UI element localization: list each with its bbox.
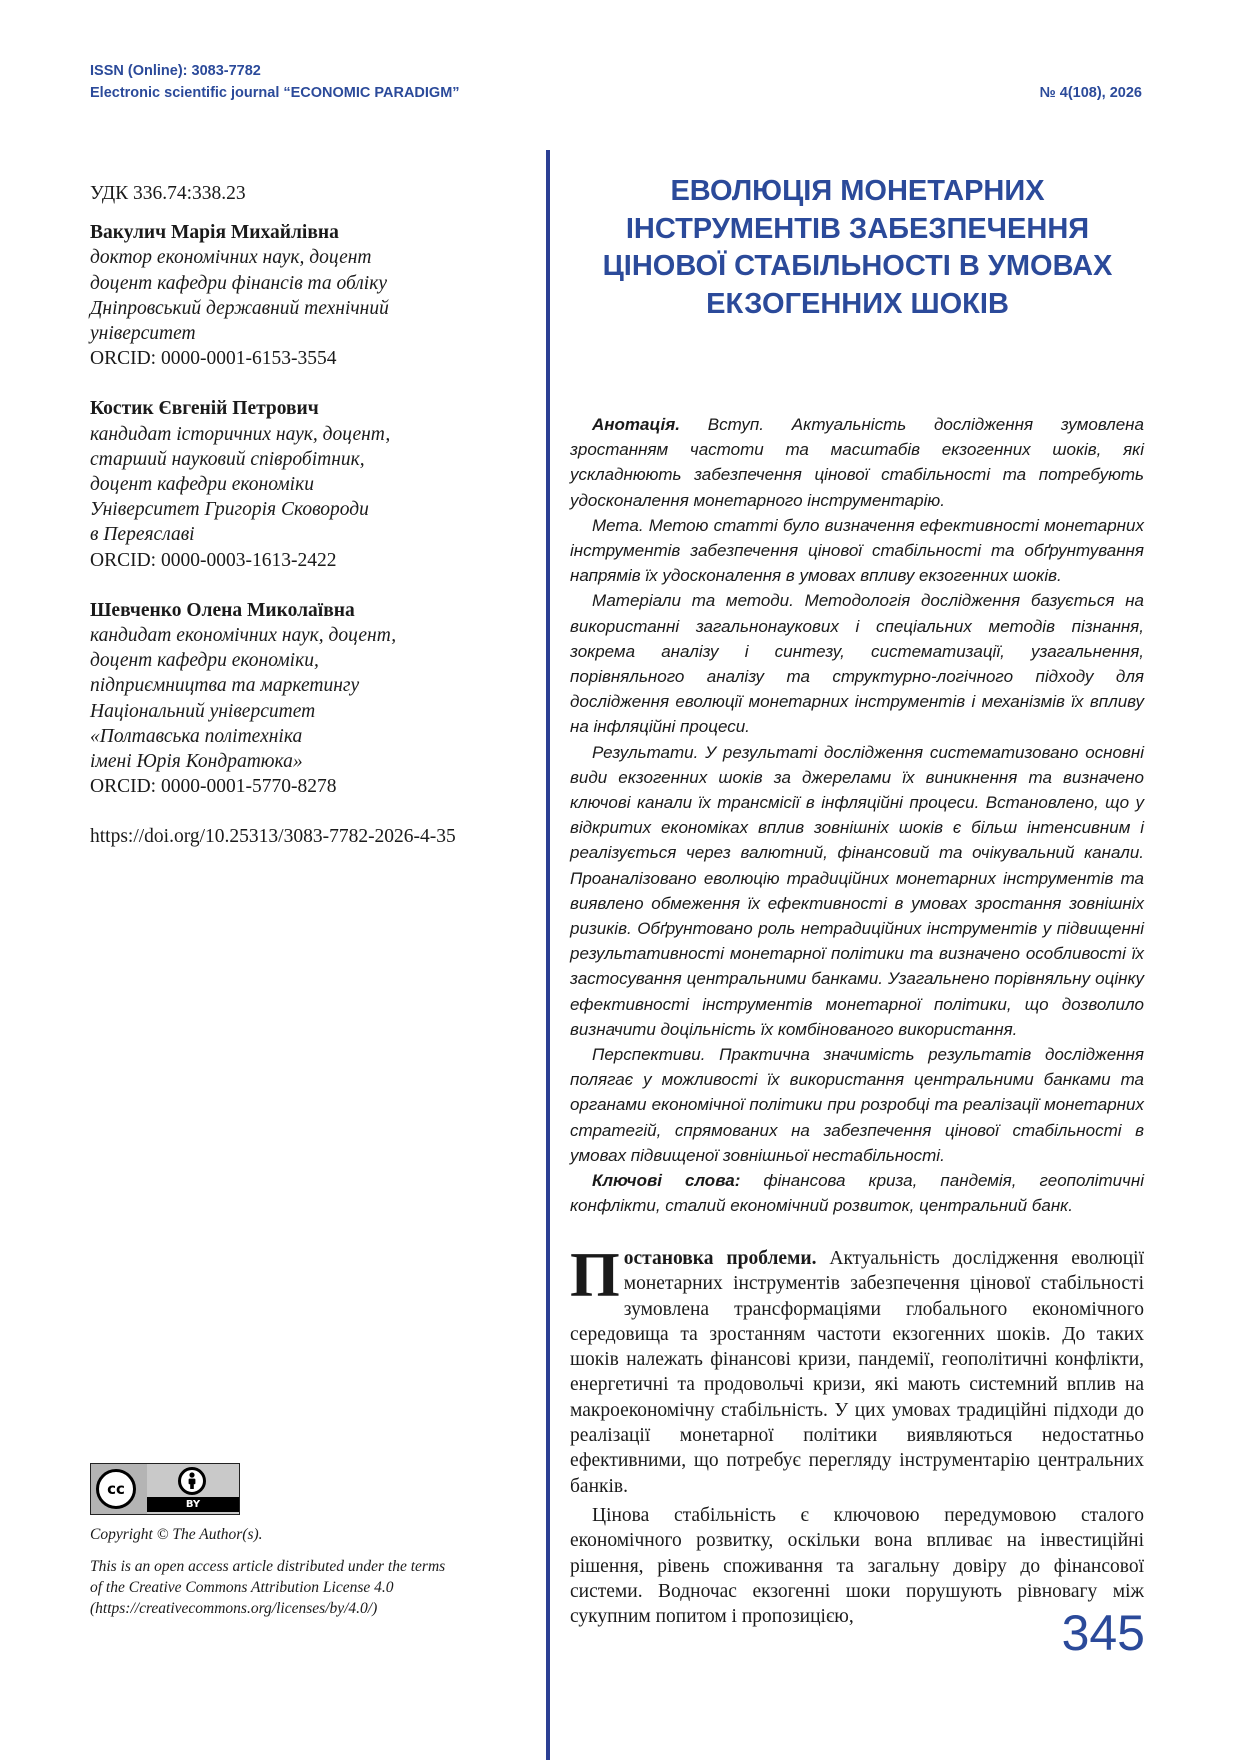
author-name: Вакулич Марія Михайлівна — [90, 222, 339, 244]
author-orcid[interactable]: ORCID: 0000-0001-6153-3554 — [90, 348, 337, 370]
abstract-prospects: Перспективи. Практична значимість результатів дослідження полягає у можливості їх використання центральними банками та органами економічної політики при розробці та реалізації монетарних стратегій, спрямованих на забезпечення цінової стабільності в умовах підвищеної зовнішньої нестабільності. — [570, 1045, 1144, 1165]
cc-icon: cc — [96, 1469, 136, 1509]
abstract-methods: Матеріали та методи. Методологія дослідження базується на використанні загальнонаукових і спеціальних методів пізнання, зокрема аналізу і синтезу, систематизації, узагальнення, порівняльного аналізу та структурно-логічного підходу для дослідження еволюції монетарних інструментів і механізмів їх впливу на інфляційні процеси. — [570, 591, 1144, 737]
page-number: 345 — [1061, 1605, 1145, 1661]
keywords-label: Ключові слова: — [592, 1171, 741, 1191]
article-body — [570, 1239, 1144, 1633]
author-affiliation: кандидат економічних наук, доцент, доцент кафедри економіки, підприємництва та маркетингу Національний університет «Полтавська політехніка імені Юрія Кондратюка» — [90, 625, 397, 773]
author-column — [90, 181, 535, 850]
udk-code: УДК 336.74:338.23 — [90, 183, 246, 204]
abstract-intro: Анотація. Вступ. Актуальність дослідження зумовлена зростанням частоти та масштабів екзогенних шоків, які ускладнюють забезпечення цінової стабільності та потребують удосконалення монетарного інструментарію. — [570, 415, 1144, 510]
license-text: This is an open access article distributed under the terms of the Creative Commons Attribution License 4.0 (https://creativecommons.org/licenses/by/4.0/) — [90, 1558, 446, 1617]
author-block — [90, 220, 535, 371]
by-label: BY — [147, 1497, 239, 1512]
author-orcid[interactable]: ORCID: 0000-0001-5770-8278 — [90, 776, 337, 798]
article-title: ЕВОЛЮЦІЯ МОНЕТАРНИХ ІНСТРУМЕНТІВ ЗАБЕЗПЕЧЕННЯ ЦІНОВОЇ СТАБІЛЬНОСТІ В УМОВАХ ЕКЗОГЕННИХ ШОКІВ — [602, 175, 1113, 320]
abstract-results: Результати. У результаті дослідження систематизовано основні види екзогенних шоків за джерелами їх виникнення та визначено ключові канали їх трансмісії в інфляційні процеси. Встановлено, що у відкритих економіках вплив зовнішніх шоків є більш інтенсивним і реалізується через валютний, фінансовий та очікувальний канали. Проаналізовано еволюцію традиційних монетарних інструментів та виявлено обмеження їх ефективності в умовах зростання зовнішніх ризиків. Обґрунтовано роль нетрадиційних інструментів у підвищенні результативності монетарної політики та визначено особливості їх застосування центральними банками. Узагальнено порівняльну оцінку ефективності інструментів монетарної політики, що дозволило визначити доцільність їх комбінованого використання. — [570, 742, 1144, 1039]
author-orcid[interactable]: ORCID: 0000-0003-1613-2422 — [90, 549, 337, 571]
author-name: Костик Євгеній Петрович — [90, 398, 319, 420]
author-affiliation: доктор економічних наук, доцент доцент кафедри фінансів та обліку Дніпровський державний технічний університет — [90, 247, 389, 345]
drop-cap: П — [570, 1239, 620, 1310]
person-icon — [178, 1467, 206, 1495]
cc-by-license-badge[interactable] — [90, 1463, 240, 1515]
author-block — [90, 396, 535, 572]
body-paragraph: Цінова стабільність є ключовою передумовою сталого економічного розвитку, оскільки вона впливає на інвестиційні рішення, рівень споживання та загальну довіру до фінансової системи. Водночас екзогенні шоки порушують рівновагу між сукупним попитом і пропозицією, — [570, 1504, 1144, 1628]
abstract — [570, 412, 1144, 1219]
copyright-line: Copyright © The Author(s). — [90, 1526, 263, 1543]
abstract-aim: Мета. Метою статті було визначення ефективності монетарних інструментів забезпечення цінової стабільності та обґрунтування напрямів їх удосконалення в умовах впливу екзогенних шоків. — [570, 515, 1144, 586]
by-panel — [147, 1464, 239, 1514]
body-paragraph: Постановка проблеми. Актуальність дослідження еволюції монетарних інструментів забезпечення цінової стабільності зумовлена трансформаціями глобального економічного середовища та зростанням частоти екзогенних шоків. До таких шоків належать фінансові кризи, пандемії, геополітичні конфлікти, енергетичні та продовольчі кризи, які мають системний вплив на макроекономічну стабільність. У цих умовах традиційні підходи до реалізації монетарної політики виявляються недостатньо ефективними, що потребує перегляду інструментарію центральних банків. — [570, 1239, 1144, 1497]
author-name: Шевченко Олена Миколаївна — [90, 599, 355, 621]
column-divider — [546, 150, 550, 1760]
journal-name: Electronic scientific journal “ECONOMIC PARADIGM” — [90, 85, 460, 101]
author-block — [90, 598, 535, 800]
running-header — [90, 60, 1142, 104]
license-notice — [90, 1524, 535, 1630]
keywords: Ключові слова: фінансова криза, пандемія, геополітичні конфлікти, сталий економічний розвиток, центральний банк. — [570, 1171, 1144, 1216]
author-affiliation: кандидат історичних наук, доцент, старший науковий співробітник, доцент кафедри економіки Університет Григорія Сковороди в Переяславі — [90, 423, 391, 546]
abstract-label: Анотація. — [592, 415, 680, 434]
issn: ISSN (Online): 3083-7782 — [90, 63, 261, 79]
doi-link[interactable]: https://doi.org/10.25313/3083-7782-2026-4-35 — [90, 826, 456, 848]
section-heading: остановка проблеми. — [623, 1248, 817, 1269]
issue-number: № 4(108), 2026 — [1039, 85, 1142, 101]
